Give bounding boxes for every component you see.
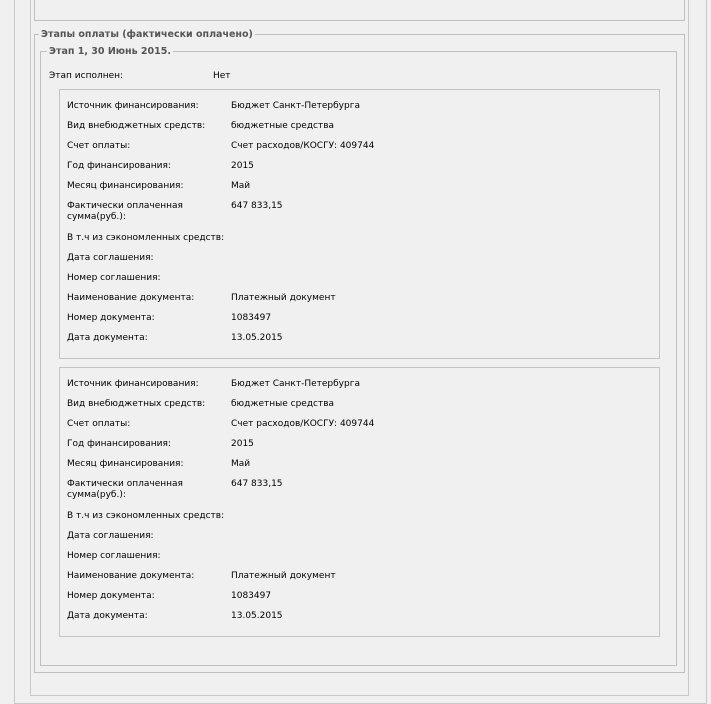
doc-number-label: Номер документа: [67,313,155,323]
agreement-number-label: Номер соглашения: [67,551,161,561]
doc-name-value: Платежный документ [231,571,336,581]
source-label: Источник финансирования: [67,101,199,111]
paid-amount-label: Фактически оплаченная сумма(руб.): [67,479,183,500]
doc-name-value: Платежный документ [231,293,336,303]
source-value: Бюджет Санкт-Петербурга [231,379,360,389]
doc-name-label: Наименование документа: [67,571,195,581]
extrabudget-label: Вид внебюджетных средств: [67,399,206,409]
stage-1-legend: Этап 1, 30 Июнь 2015. [49,46,171,57]
agreement-date-label: Дата соглашения: [67,531,154,541]
agreement-date-row [67,253,231,264]
source-value: Бюджет Санкт-Петербурга [231,101,360,111]
source-row [67,101,360,112]
month-label: Месяц финансирования: [67,459,184,469]
paid-amount-label: Фактически оплаченная сумма(руб.): [67,201,183,222]
extrabudget-value: бюджетные средства [231,121,335,131]
source-row [67,379,360,390]
month-label: Месяц финансирования: [67,181,184,191]
source-label: Источник финансирования: [67,379,199,389]
paid-amount-row [67,479,283,501]
paid-amount-value: 647 833,15 [231,201,283,211]
account-row [67,141,374,152]
doc-name-row [67,293,336,304]
agreement-number-row [67,273,231,284]
doc-number-row [67,313,271,324]
month-row [67,459,250,470]
account-label: Счет оплаты: [67,419,131,429]
previous-fieldset [34,0,685,21]
payment-record-2 [59,367,660,637]
doc-name-label: Наименование документа: [67,293,195,303]
doc-number-value: 1083497 [231,591,272,601]
agreement-number-label: Номер соглашения: [67,273,161,283]
year-label: Год финансирования: [67,161,171,171]
month-row [67,181,250,192]
doc-date-label: Дата документа: [67,333,148,343]
doc-number-row [67,591,271,602]
year-label: Год финансирования: [67,439,171,449]
doc-date-row [67,611,283,622]
year-row [67,439,254,450]
account-value: Счет расходов/КОСГУ: 409744 [231,141,375,151]
extrabudget-row [67,399,334,410]
doc-date-label: Дата документа: [67,611,148,621]
doc-date-value: 13.05.2015 [231,333,283,343]
year-row [67,161,254,172]
month-value: Май [231,181,251,191]
stage-done-value: Нет [213,71,231,81]
doc-name-row [67,571,336,582]
account-value: Счет расходов/КОСГУ: 409744 [231,419,375,429]
agreement-date-row [67,531,231,542]
stage-done-row [49,71,231,82]
saved-funds-label: В т.ч из сэкономленных средств: [67,511,225,521]
saved-funds-row [67,511,231,522]
paid-amount-row [67,201,283,223]
year-value: 2015 [231,439,254,449]
extrabudget-value: бюджетные средства [231,399,335,409]
account-row [67,419,374,430]
stage-done-label: Этап исполнен: [49,71,124,81]
payment-stages-legend: Этапы оплаты (фактически оплачено) [41,29,253,40]
extrabudget-row [67,121,334,132]
agreement-date-label: Дата соглашения: [67,253,154,263]
saved-funds-row [67,233,231,244]
paid-amount-value: 647 833,15 [231,479,283,489]
month-value: Май [231,459,251,469]
year-value: 2015 [231,161,254,171]
extrabudget-label: Вид внебюджетных средств: [67,121,206,131]
doc-date-value: 13.05.2015 [231,611,283,621]
agreement-number-row [67,551,231,562]
saved-funds-label: В т.ч из сэкономленных средств: [67,233,225,243]
doc-number-label: Номер документа: [67,591,155,601]
payment-record-1 [59,89,660,359]
account-label: Счет оплаты: [67,141,131,151]
doc-number-value: 1083497 [231,313,272,323]
doc-date-row [67,333,283,344]
